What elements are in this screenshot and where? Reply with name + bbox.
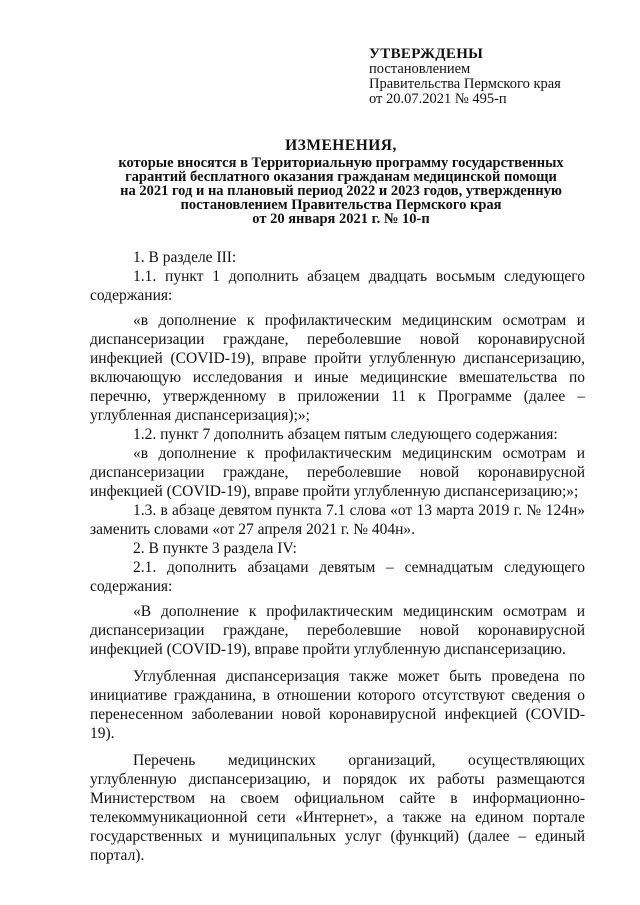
document-title: ИЗМЕНЕНИЯ, [285,137,397,154]
paragraph: 2. В пункте 3 раздела IV: [133,540,297,557]
subtitle-line: постановлением Правительства Пермского края [180,197,502,213]
approval-title: УТВЕРЖДЕНЫ [369,46,484,62]
paragraph: 1.2. пункт 7 дополнить абзацем пятым следующего содержания: [133,426,558,443]
subtitle-line: которые вносятся в Территориальную программу государственных [118,155,564,171]
approval-line: от 20.07.2021 № 495-п [369,91,507,107]
paragraph: «В дополнение к профилактическим медицинским осмотрам и диспансеризации граждане, переболевшие новой коронавирусной инфекцией (COVID-19), вправе пройти углубленную диспансеризацию. [90,603,585,658]
paragraph: «в дополнение к профилактическим медицинским осмотрам и диспансеризации граждане, переболевшие новой коронавирусной инфекцией (COVID-19), вправе пройти углубленную диспансеризацию;»; [90,445,585,500]
paragraph: 1. В разделе III: [133,249,237,266]
document-body [90,248,585,865]
paragraph: 1.1. пункт 1 дополнить абзацем двадцать восьмым следующего содержания: [90,268,585,304]
approval-line: Правительства Пермского края [369,76,561,92]
paragraph: Углубленная диспансеризация также может быть проведена по инициативе гражданина, в отношении которого отсутствуют сведения о перенесенном заболевании новой коронавирусной инфекцией (COVID-19). [90,668,585,742]
subtitle-line: гарантий бесплатного оказания гражданам медицинской помощи [125,169,557,185]
subtitle-line: на 2021 год и на плановый период 2022 и 2023 годов, утвержденную [120,183,562,199]
paragraph: 1.3. в абзаце девятом пункта 7.1 слова «от 13 марта 2019 г. № 124н» заменить словами «от 27 апреля 2021 г. № 404н». [90,502,585,538]
paragraph: 2.1. дополнить абзацами девятым – семнадцатым следующего содержания: [90,559,585,595]
document-subtitle [96,156,586,226]
subtitle-line: от 20 января 2021 г. № 10-п [252,211,430,227]
paragraph: «в дополнение к профилактическим медицинским осмотрам и диспансеризации граждане, переболевшие новой коронавирусной инфекцией (COVID-19), вправе пройти углубленную диспансеризацию, включающую исследования и иные медицинские вмешательства по перечню, утвержденному в приложении 11 к Программе (далее – углубленная диспансеризация);»; [90,312,585,424]
approval-stamp [369,47,561,107]
approval-line: постановлением [369,61,471,77]
paragraph: Перечень медицинских организаций, осуществляющих углубленную диспансеризацию, и порядок их работы размещаются Министерством на своем официальном сайте в информационно-телекоммуникационной сети «Интернет», а также на едином портале государственных и муниципальных услуг (функций) (далее – единый портал). [90,752,585,864]
